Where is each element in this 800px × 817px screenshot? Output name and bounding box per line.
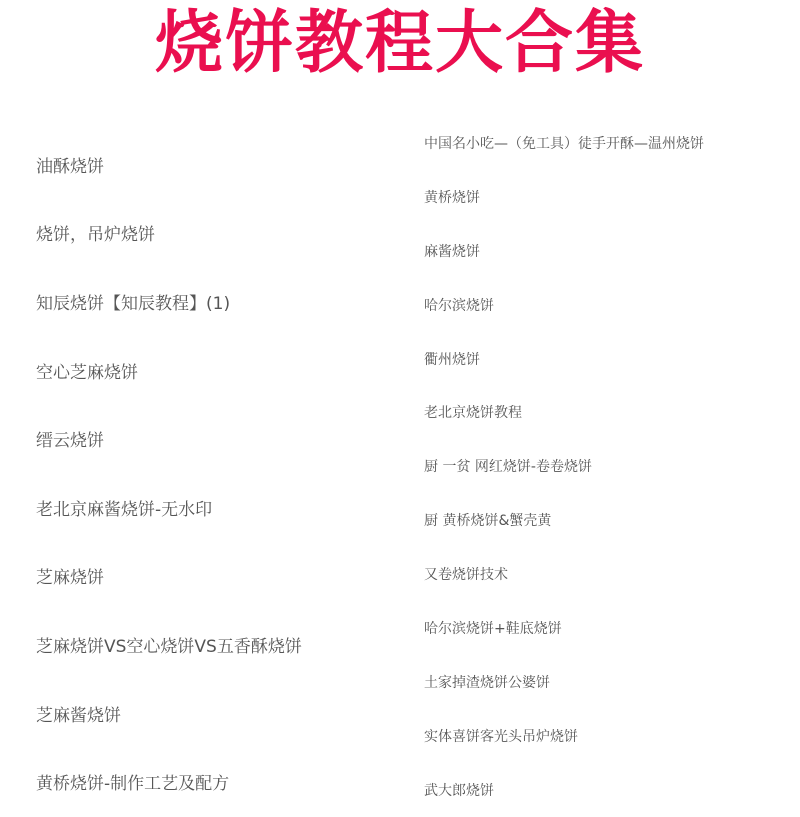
list-item: 老北京麻酱烧饼-无水印 (36, 499, 213, 520)
list-item: 土家掉渣烧饼公婆饼 (424, 674, 550, 691)
list-item: 缙云烧饼 (36, 431, 104, 452)
list-item: 哈尔滨烧饼 (424, 297, 494, 314)
list-item: 芝麻酱烧饼 (36, 705, 121, 726)
tutorial-list-right (424, 116, 704, 817)
list-item: 黄桥烧饼 (424, 189, 480, 206)
tutorial-list-left (36, 130, 302, 816)
list-item: 老北京烧饼教程 (424, 405, 522, 422)
list-item: 哈尔滨烧饼+鞋底烧饼 (424, 620, 562, 637)
list-item: 芝麻烧饼 (36, 568, 104, 589)
list-item: 厨 一贫 网红烧饼-卷卷烧饼 (424, 459, 592, 476)
page-title: 烧饼教程大合集 (154, 4, 645, 83)
list-item: 麻酱烧饼 (424, 243, 480, 260)
list-item: 又卷烧饼技术 (424, 567, 508, 584)
list-item: 油酥烧饼 (36, 156, 104, 177)
list-item: 武大郎烧饼 (424, 782, 494, 799)
list-item: 知辰烧饼【知辰教程】(1) (36, 293, 231, 314)
list-item: 空心芝麻烧饼 (36, 362, 138, 383)
list-item: 厨 黄桥烧饼&蟹壳黄 (424, 513, 552, 530)
list-item: 芝麻烧饼VS空心烧饼VS五香酥烧饼 (36, 636, 302, 657)
list-item: 衢州烧饼 (424, 351, 480, 368)
list-item: 中国名小吃—（免工具）徒手开酥—温州烧饼 (424, 135, 704, 152)
list-item: 实体喜饼客光头吊炉烧饼 (424, 728, 578, 745)
list-item: 烧饼，吊炉烧饼 (36, 225, 155, 246)
list-item: 黄桥烧饼-制作工艺及配方 (36, 774, 230, 795)
